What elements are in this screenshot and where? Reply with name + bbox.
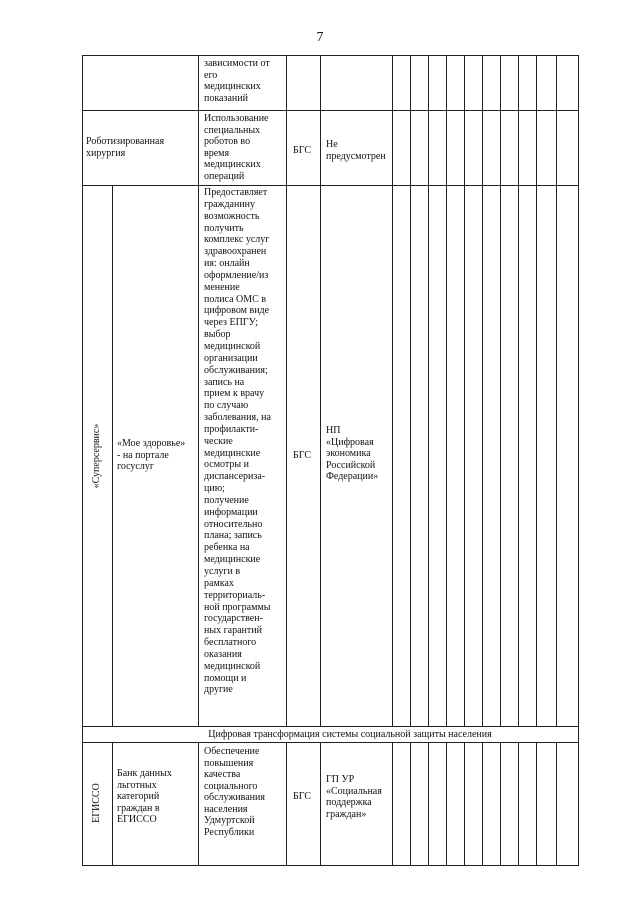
row2-source: БГС bbox=[293, 145, 312, 156]
col-sep bbox=[286, 742, 287, 865]
row-sep bbox=[82, 55, 579, 56]
row3-program: НП «Цифровая экономика Российской Федерации» bbox=[326, 425, 379, 482]
row-sep bbox=[82, 726, 579, 727]
col-sep bbox=[428, 742, 429, 865]
row-sep bbox=[82, 742, 579, 743]
col-sep bbox=[320, 55, 321, 726]
row4-group: ЕГИССО bbox=[91, 783, 102, 823]
table-border-right bbox=[578, 55, 579, 865]
col-sep bbox=[446, 742, 447, 865]
col-sep bbox=[500, 55, 501, 726]
col-sep bbox=[286, 55, 287, 726]
col-sep bbox=[518, 55, 519, 726]
col-sep bbox=[410, 55, 411, 726]
row4-source: БГС bbox=[293, 791, 312, 802]
col-sep bbox=[556, 742, 557, 865]
col-sep bbox=[112, 742, 113, 865]
col-sep bbox=[198, 742, 199, 865]
row-sep bbox=[82, 865, 579, 866]
row2-program: Не предусмотрен bbox=[326, 139, 386, 162]
col-sep bbox=[536, 742, 537, 865]
col-sep bbox=[518, 742, 519, 865]
col-sep bbox=[482, 742, 483, 865]
col-sep bbox=[428, 55, 429, 726]
row1-description: зависимости от его медицинских показаний bbox=[204, 58, 270, 104]
row3-description: Предоставляет гражданину возможность получить комплекс услуг здравоохранен ия: онлайн оформление/из менение полиса ОМС в цифровом виде через ЕПГУ; выбор медицинской организации обслуживания; запись на прием к врачу по случаю заболевания, на профилакти- ческие медицинские осмотры и диспансеризa- цию; получение информации относительно плана; запись ребенка на медицинские услуги в рамках территориаль- ной программы государствен- ных гарантий бесплатного оказания медицинской помощи и другие bbox=[204, 187, 271, 696]
col-sep bbox=[112, 185, 113, 726]
col-sep bbox=[482, 55, 483, 726]
col-sep bbox=[392, 742, 393, 865]
col-sep bbox=[198, 55, 199, 726]
row-sep bbox=[82, 185, 579, 186]
col-sep bbox=[556, 55, 557, 726]
page-number: 7 bbox=[316, 30, 324, 45]
row4-program: ГП УР «Социальная поддержка граждан» bbox=[326, 774, 382, 820]
row2-name: Роботизированная хирургия bbox=[86, 136, 165, 159]
col-sep bbox=[464, 742, 465, 865]
section-title: Цифровая трансформация системы социальной защиты населения bbox=[208, 729, 492, 740]
table-border-left bbox=[82, 55, 83, 865]
col-sep bbox=[536, 55, 537, 726]
col-sep bbox=[500, 742, 501, 865]
col-sep bbox=[464, 55, 465, 726]
col-sep bbox=[446, 55, 447, 726]
row3-source: БГС bbox=[293, 450, 312, 461]
row2-description: Использование специальных роботов во время медицинских операций bbox=[204, 113, 269, 182]
row3-name: «Мое здоровье» - на портале госуслуг bbox=[117, 438, 186, 472]
col-sep bbox=[320, 742, 321, 865]
row4-description: Обеспечение повышения качества социального обслуживания населения Удмуртской Республики bbox=[204, 746, 265, 838]
col-sep bbox=[410, 742, 411, 865]
row-sep bbox=[82, 110, 579, 111]
row3-group: «Суперсервис» bbox=[91, 423, 102, 489]
row4-name: Банк данных льготных категорий граждан в ЕГИССО bbox=[117, 768, 172, 825]
